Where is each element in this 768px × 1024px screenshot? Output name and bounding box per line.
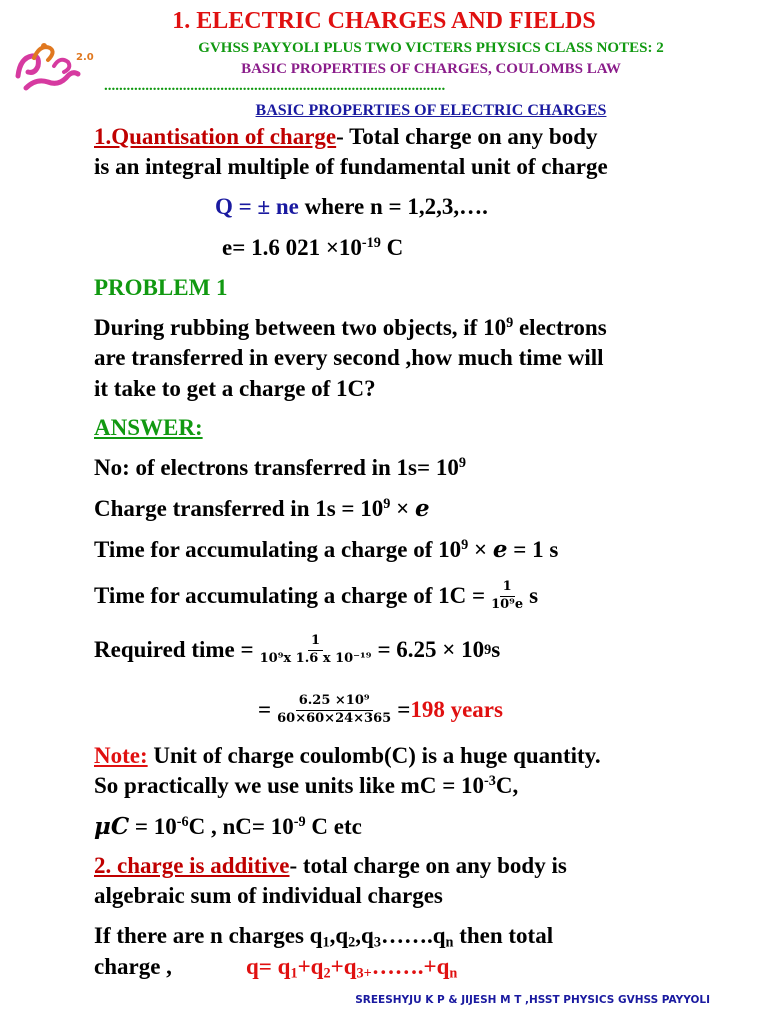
quantisation-formula: Q = ± ne where n = 1,2,3,…. bbox=[215, 194, 488, 219]
dotted-divider: ........................................................................................... bbox=[104, 78, 446, 94]
problem-label: PROBLEM 1 bbox=[94, 275, 228, 300]
note-label: Note: bbox=[94, 743, 148, 768]
fraction-years: $\frac{\text{6.25 ×10⁹}}{60\times 60\times 24\times 365}$ bbox=[277, 692, 392, 726]
prop2-line2: algebraic sum of individual charges bbox=[94, 883, 443, 908]
note-line1: Note: Unit of charge coulomb(C) is a huge quantity. bbox=[94, 743, 601, 768]
problem-line2: are transferred in every second ,how much time will bbox=[94, 345, 604, 370]
fraction-required-time: $\frac{1}{\text{10⁹x 1.6 x 10⁻¹⁹}}$ bbox=[259, 632, 372, 666]
answer-step4: Time for accumulating a charge of 1C = $\frac{1}{\text{10⁹e}}$ s bbox=[94, 578, 539, 612]
section-heading: BASIC PROPERTIES OF ELECTRIC CHARGES bbox=[255, 102, 607, 119]
first-bell-logo bbox=[4, 36, 96, 96]
prop1-line1: 1.Quantisation of charge- Total charge on any body bbox=[94, 124, 598, 149]
answer-step6: = $\frac{\text{6.25 ×10⁹}}{60\times 60\times 24\times 365}$ = 198 years bbox=[258, 692, 503, 726]
problem-line1: During rubbing between two objects, if $10^9$ electrons bbox=[94, 315, 607, 340]
answer-step5: Required time = $\frac{1}{\text{10⁹x 1.6 x 10⁻¹⁹}}$ = 6.25 × 10 9 s bbox=[94, 632, 501, 666]
prop2-line4: charge , bbox=[94, 954, 172, 979]
note-line2: So practically we use units like mC = $10^{-3}C$, bbox=[94, 773, 519, 798]
page-title: 1. ELECTRIC CHARGES AND FIELDS bbox=[172, 8, 596, 34]
answer-label: ANSWER: bbox=[94, 415, 203, 440]
prop1-line2: is an integral multiple of fundamental unit of charge bbox=[94, 154, 608, 179]
fraction-1-over-10e9: $\frac{1}{\text{10⁹e}}$ bbox=[491, 578, 524, 612]
svg-text:2.0: 2.0 bbox=[76, 52, 94, 63]
electron-charge-value: e= 1.6 $021 \times 10^{-19}$ C bbox=[222, 235, 404, 260]
result-years: 198 years bbox=[410, 697, 503, 722]
prop1-title: 1.Quantisation of charge bbox=[94, 124, 337, 149]
topic-heading: BASIC PROPERTIES OF CHARGES, COULOMBS LAW bbox=[241, 61, 621, 77]
answer-step2: Charge transferred in $1s = 10^9 \times e$ bbox=[94, 495, 430, 522]
answer-step3: Time for accumulating a charge of $10^9 \times e = 1$ s bbox=[94, 536, 559, 563]
additive-formula: $q= q_1+q_2+q_{3+}\dots\dots.+q_n$ bbox=[246, 954, 458, 982]
prop2-title: 2. charge is additive bbox=[94, 853, 290, 878]
note-line3: $\mu C = 10^{-6}C$ , $nC= 10^{-9}$ C etc bbox=[94, 813, 362, 840]
prop2-line1: 2. charge is additive- total charge on any body is bbox=[94, 853, 567, 878]
notes-subtitle: GVHSS PAYYOLI PLUS TWO VICTERS PHYSICS CLASS NOTES: 2 bbox=[198, 40, 664, 56]
answer-step1: No: of electrons transferred in $1s= 10^9$ bbox=[94, 455, 466, 480]
prop2-line3: If there are n charges $q_1,q_2,q_3\dots\dots.q_n$ then total bbox=[94, 923, 554, 951]
problem-line3: it take to get a charge of 1C? bbox=[94, 376, 376, 401]
footer-credits: SREESHYJU K P & JIJESH M T ,HSST PHYSICS GVHSS PAYYOLI bbox=[355, 994, 710, 1006]
